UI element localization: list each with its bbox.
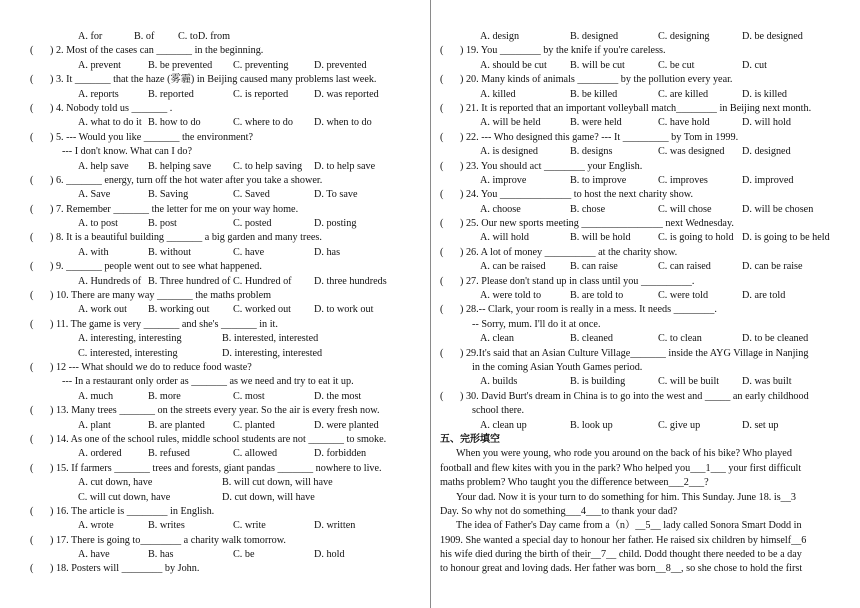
question-stem-row [30,433,422,447]
question-stem-row [440,217,840,231]
question-stem-continued [440,318,840,332]
option: A. help save [78,160,129,172]
question-stem: ) 5. --- Would you like _______ the environment? [50,131,253,143]
question-stem-row [30,289,422,303]
option: C. have [233,246,265,258]
option: A. reports [78,88,119,100]
answer-bracket: ( [30,102,34,114]
option: B. be prevented [148,59,213,71]
option: C. write [233,520,266,532]
option: C. Saved [233,189,270,201]
options-row [440,289,840,303]
answer-bracket: ( [440,347,444,359]
question-stem: ) 7. Remember _______ the letter for me on your way home. [50,203,299,215]
option: A. clean [480,333,514,345]
option: A. clean up [480,419,527,431]
answer-bracket: ( [30,318,34,330]
question-stem-2: --- In a restaurant only order as _______ as we need and try to eat it up. [62,376,354,388]
option: D. cut [742,59,767,71]
option: A. with [78,246,109,258]
option: A. Hundreds of [78,275,142,287]
option: B. is building [570,376,626,388]
answer-bracket: ( [440,160,444,172]
question-stem: ) 9. _______ people went out to see what happened. [50,261,262,273]
option: B. without [148,246,192,258]
options-row [30,88,422,102]
option: C. preventing [233,59,289,71]
question-stem-row [30,505,422,519]
question-stem-row [440,246,840,260]
question-stem: ) 23. You should act ________ your English. [460,160,643,172]
options-row [30,116,422,130]
answer-bracket: ( [30,433,34,445]
question-stem-continued [30,375,422,389]
answer-bracket: ( [440,275,444,287]
question-stem: ) 10. There are many way _______ the maths problem [50,290,272,302]
option: C. to help saving [233,160,303,172]
passage-line: to honour great and loving dads. Her father was born__8__, so she chose to hold the first [440,563,803,575]
question-stem-row [30,231,422,245]
option: D. To save [314,189,358,201]
option: D. designed [742,146,791,158]
options-row [440,59,840,73]
option: B. refused [148,448,190,460]
options-row [440,260,840,274]
options-row [30,160,422,174]
option: D. is killed [742,88,787,100]
option: B. designed [570,31,619,42]
option: B. more [148,390,181,402]
question-stem-row [440,303,840,317]
options-row [30,447,422,461]
option: D. hold [314,549,345,561]
option: C. can raised [658,261,711,273]
option: C. will be built [658,376,720,388]
options-row [30,275,422,289]
option: C. worked out [233,304,292,316]
option: A. should be cut [480,59,547,71]
option: D. forbidden [314,448,367,460]
option: B. cleaned [570,333,613,345]
answer-bracket: ( [30,174,34,186]
option: B. will be cut [570,59,625,71]
question-stem-2: --- I don't know. What can I do? [62,146,192,158]
option: D. cut down, will have [222,491,315,503]
question-stem-row [440,390,840,404]
answer-bracket: ( [30,563,34,575]
passage-line: Day. So why not do something___4___to thank your dad? [440,505,678,517]
option: B. post [148,218,177,230]
question-stem-row [30,534,422,548]
option: B. writes [148,520,185,532]
option: C. was designed [658,146,725,158]
option: C. is reported [233,88,289,100]
option: D. was built [742,376,792,388]
option: D. interesting, interested [222,347,323,359]
question-stem: ) 19. You ________ by the knife if you're careless. [460,45,666,57]
option: B. has [148,549,174,561]
option: A. cut down, have [78,477,153,489]
question-stem-row [440,44,840,58]
option: A. wrote [78,520,114,532]
option: A. will be held [480,117,541,129]
option: B. working out [148,304,210,316]
options-row [30,548,422,562]
option: D. be designed [742,31,803,42]
options-row [30,332,422,346]
question-stem: ) 27. Please don't stand up in class until you __________. [460,275,695,287]
options-row [30,246,422,260]
question-stem-row [440,102,840,116]
options-row [440,116,840,130]
question-stem: ) 11. The game is very _______ and she's _______ in it. [50,318,278,330]
question-stem: ) 18. Posters will ________ by John. [50,563,200,575]
options-row [440,174,840,188]
option: B. were held [570,117,622,129]
option: A. prevent [78,59,121,71]
question-stem-row [30,260,422,274]
options-row [440,231,840,245]
question-stem: ) 15. If farmers _______ trees and forests, giant pandas _______ nowhere to live. [50,462,382,474]
options-row [440,419,840,433]
option: C. toD. from [178,31,231,42]
option: C. designing [658,31,710,42]
option: C. Hundred of [233,275,292,287]
answer-bracket: ( [30,261,34,273]
answer-bracket: ( [30,462,34,474]
question-stem: ) 14. As one of the school rules, middle school students are not _______ to smoke. [50,433,387,445]
option: B. Saving [148,189,189,201]
question-stem: ) 6. _______ energy, turn off the hot water after you take a shower. [50,174,323,186]
option: D. posting [314,218,357,230]
question-stem-continued [440,404,840,418]
option: D. has [314,246,341,258]
option: C. have hold [658,117,710,129]
question-stem-row [440,73,840,87]
option: A. Save [78,189,111,201]
answer-bracket: ( [30,74,34,86]
option: C. where to do [233,117,293,129]
answer-bracket: ( [440,74,444,86]
option: D. is going to be held [742,232,830,244]
answer-bracket: ( [30,290,34,302]
question-stem-2: in the coming Asian Youth Games period. [472,361,643,373]
option: A. choose [480,203,521,215]
options-row [440,203,840,217]
option: D. can be raise [742,261,803,273]
options-row [30,419,422,433]
question-stem: ) 22. --- Who designed this game? --- It _________ by Tom in 1999. [460,131,739,143]
option: D. when to do [314,117,372,129]
passage-line: his wife died during the birth of their__7__ child. Dodd thought there needed to be a day [440,549,802,561]
option: A. what to do it [78,117,142,129]
option: B. designs [570,146,613,158]
question-stem-row [30,131,422,145]
options-row [30,59,422,73]
option: D. three hundreds [314,275,387,287]
option: C. will cut down, have [78,491,171,503]
option: A. can be raised [480,261,546,273]
option: A. much [78,390,114,402]
option: C. to clean [658,333,702,345]
question-stem-row [30,73,422,87]
option: C. were told [658,290,709,302]
options-row [440,332,840,346]
option: D. are told [742,290,786,302]
right-column [440,30,840,577]
option: B. chose [570,203,606,215]
answer-bracket: ( [30,361,34,373]
option: B. will be hold [570,232,631,244]
option: B. are told to [570,290,624,302]
option: A. were told to [480,290,542,302]
option: A. design [480,31,520,42]
option: D. will be chosen [742,203,814,215]
question-stem: ) 2. Most of the cases can _______ in the beginning. [50,45,264,57]
passage-line: Your dad. Now it is your turn to do something for him. This Sunday. June 18. is__3 [456,491,796,503]
option: D. will hold [742,117,791,129]
question-stem: ) 4. Nobody told us _______ . [50,102,173,114]
section-title: 五、完形填空 [440,433,500,445]
option: D. were planted [314,419,379,431]
answer-bracket: ( [30,405,34,417]
answer-bracket: ( [440,390,444,402]
option: C. posted [233,218,272,230]
question-stem: ) 25. Our new sports meeting ________________ next Wednesday. [460,218,734,230]
option: A. for [78,31,103,42]
options-row [440,375,840,389]
answer-bracket: ( [30,203,34,215]
question-stem-row [440,188,840,202]
options-row [440,145,840,159]
option: D. to help save [314,160,376,172]
option: B. of [134,31,155,42]
passage-line: When you were young, who rode you around on the back of his bike? Who played [456,448,792,460]
question-stem-continued [440,361,840,375]
question-stem: ) 3. It _______ that the haze (雾霾) in Beijing caused many problems last week. [50,74,377,86]
question-stem: ) 17. There is going to________ a charity walk tomorrow. [50,534,286,546]
option: B. reported [148,88,194,100]
option: B. helping save [148,160,212,172]
options-row [30,347,422,361]
passage-line: The idea of Father's Day came from a（n）__5__ lady called Sonora Smart Dodd in [456,520,802,532]
question-stem: ) 28.-- Clark, your room is really in a mess. It needs ________. [460,304,717,316]
option: B. are planted [148,419,205,431]
options-row [30,390,422,404]
option: C. be [233,549,255,561]
question-stem-row [30,102,422,116]
option: B. can raise [570,261,618,273]
answer-bracket: ( [440,218,444,230]
answer-bracket: ( [30,534,34,546]
answer-bracket: ( [30,232,34,244]
option: C. are killed [658,88,709,100]
question-stem-row [30,318,422,332]
answer-bracket: ( [30,45,34,57]
option: B. be killed [570,88,618,100]
option: A. improve [480,174,527,186]
question-stem-row [440,160,840,174]
option: C. give up [658,419,701,431]
question-stem: ) 29.It's said that an Asian Culture Village_______ inside the AYG Village in Nanjing [460,347,809,359]
option: A. is designed [480,146,539,158]
options-row [440,30,840,44]
option: D. set up [742,419,779,431]
question-stem-continued [30,145,422,159]
question-stem: ) 16. The article is ________ in English. [50,505,215,517]
question-stem: ) 13. Many trees _______ on the streets every year. So the air is every fresh now. [50,405,380,417]
column-divider [430,0,431,608]
option: D. to be cleaned [742,333,809,345]
options-row [30,519,422,533]
option: C. interested, interesting [78,347,178,359]
option: D. prevented [314,59,367,71]
question-stem-row [30,361,422,375]
option: A. plant [78,419,111,431]
option: C. is going to hold [658,232,734,244]
option: A. to post [78,218,118,230]
options-row [30,476,422,490]
question-stem: ) 8. It is a beautiful building _______ a big garden and many trees. [50,232,322,244]
question-stem: ) 20. Many kinds of animals ________ by the pollution every year. [460,74,733,86]
option: D. written [314,520,356,532]
option: D. improved [742,174,794,186]
option: A. interesting, interesting [78,333,182,345]
option: C. allowed [233,448,278,460]
options-row [30,491,422,505]
answer-bracket: ( [440,45,444,57]
option: C. most [233,390,265,402]
options-row [30,188,422,202]
option: A. builds [480,376,518,388]
question-stem: ) 26. A lot of money __________ at the charity show. [460,246,678,258]
options-row [30,30,422,44]
question-stem-row [30,174,422,188]
option: C. planted [233,419,275,431]
question-stem: ) 24. You ______________ to host the next charity show. [460,189,694,201]
option: B. interested, interested [222,333,319,345]
option: D. to work out [314,304,374,316]
left-column [30,30,422,577]
question-stem-2: -- Sorry, mum. I'll do it at once. [472,318,601,330]
answer-bracket: ( [30,505,34,517]
question-stem-row [440,347,840,361]
question-stem-2: school there. [472,405,525,417]
option: A. have [78,549,110,561]
option: B. how to do [148,117,201,129]
options-row [30,303,422,317]
passage-line: 1909. She wanted a special day to honour her father. He raised six children by himself__6 [440,534,807,546]
option: A. killed [480,88,516,100]
option: C. will chose [658,203,712,215]
option: B. look up [570,419,613,431]
option: D. was reported [314,88,379,100]
option: C. improves [658,174,708,186]
question-stem-row [30,203,422,217]
answer-bracket: ( [440,131,444,143]
options-row [30,217,422,231]
option: C. be cut [658,59,695,71]
question-stem-row [30,404,422,418]
options-row [440,88,840,102]
answer-bracket: ( [440,246,444,258]
question-stem-row [30,562,422,576]
passage-line: maths problem? Who taught you the difference between___2___? [440,477,709,489]
option: B. Three hundred of [148,275,231,287]
option: B. to improve [570,174,627,186]
answer-bracket: ( [440,189,444,201]
question-stem-row [440,131,840,145]
answer-bracket: ( [440,102,444,114]
option: A. will hold [480,232,529,244]
passage-line: football and flew kites with you in the park? Who helped you___1___ your first difficult [440,462,802,474]
option: A. work out [78,304,127,316]
question-stem: ) 30. David Burt's dream in China is to go into the west and _____ an early childhood [460,390,809,402]
option: D. the most [314,390,362,402]
answer-bracket: ( [440,304,444,316]
question-stem: ) 12 --- What should we do to reduce food waste? [50,361,252,373]
question-stem: ) 21. It is reported that an important volleyball match________ in Beijing next month. [460,102,812,114]
answer-bracket: ( [30,131,34,143]
option: A. ordered [78,448,122,460]
question-stem-row [30,44,422,58]
question-stem-row [440,275,840,289]
question-stem-row [30,462,422,476]
option: B. will cut down, will have [222,477,333,489]
